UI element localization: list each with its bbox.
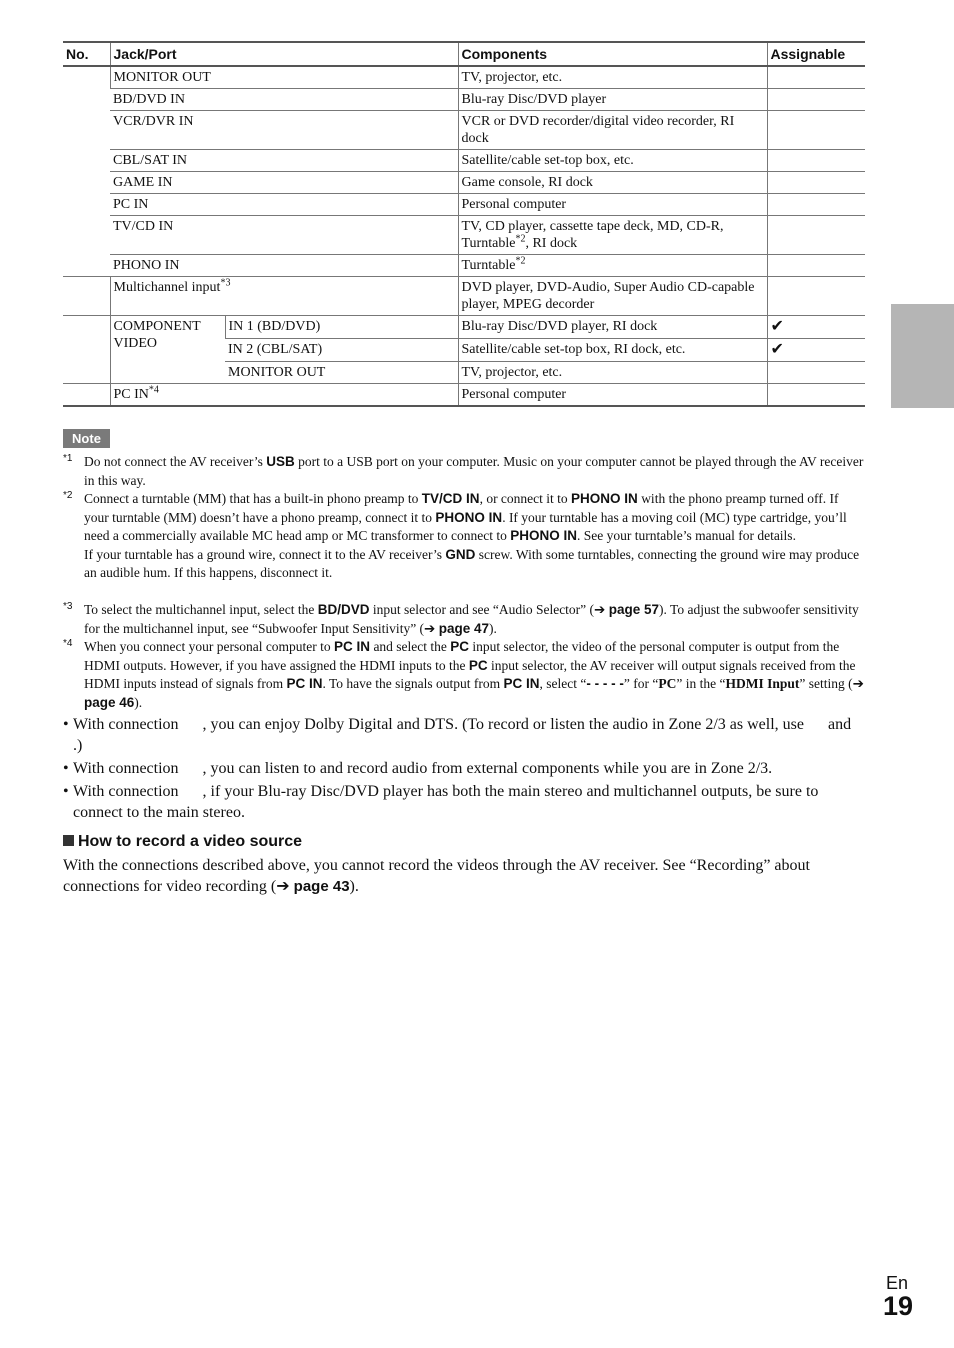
page-number: 19: [883, 1291, 914, 1321]
footnote-keyword: PC IN: [286, 676, 323, 691]
bullet-text: With connection , you can listen to and record audio from external components while you are in Zone 2/3.: [73, 760, 773, 777]
body-text: With the connections described above, you cannot record the videos through the AV receiver. See “Recording” about connections for video recording (➔: [63, 857, 810, 895]
no-cell: [63, 66, 110, 277]
footnote-keyword: USB: [266, 454, 295, 469]
footnote-keyword: PHONO IN: [510, 528, 577, 543]
footnote-2: [63, 490, 865, 583]
assignable-cell: [767, 66, 865, 89]
footnote-4: [63, 638, 865, 712]
footnote-mark: *3: [63, 601, 73, 612]
assignable-cell: [767, 362, 865, 384]
jack-port-table: [63, 41, 865, 407]
footnote-keyword: PHONO IN: [435, 509, 503, 525]
footnote-text: input selector and see “Audio Selector” (➔: [369, 602, 609, 617]
port-cell: CBL/SAT IN: [110, 150, 458, 172]
port-cell: [110, 384, 458, 407]
footnote-text: ” in the “: [676, 676, 726, 691]
bullet-text: With connection , you can enjoy Dolby Digital and DTS. (To record or listen the audio in Zone 2/3 as well, use and .): [73, 716, 876, 754]
component-cell: VCR or DVD recorder/digital video recorder, RI dock: [458, 111, 767, 150]
component-cell: Blu-ray Disc/DVD player, RI dock: [458, 316, 767, 339]
footnote-3: [63, 601, 865, 638]
port-cell: IN 1 (BD/DVD): [225, 316, 458, 339]
col-no: No.: [63, 42, 110, 66]
group-cell: COMPONENT VIDEO: [110, 316, 225, 384]
port-cell: MONITOR OUT: [110, 66, 458, 89]
footnote-text: ).: [489, 620, 497, 636]
footnote-keyword: TV/CD IN: [421, 491, 480, 506]
footnote-keyword: PC IN: [503, 676, 540, 691]
footnote-keyword: PC: [468, 657, 488, 673]
footnote-text: input selector, the video of the personal computer is output from the HDMI outputs. However, if you have assigned the HDMI inputs to the: [84, 639, 840, 673]
no-cell: [63, 384, 110, 407]
table-row: [63, 194, 865, 216]
assignable-cell: [767, 255, 865, 277]
assignable-cell: [767, 384, 865, 407]
component-cell: DVD player, DVD-Audio, Super Audio CD-capable player, MPEG decorder: [458, 277, 767, 316]
port-cell: BD/DVD IN: [110, 89, 458, 111]
section-body: [63, 855, 863, 897]
component-cell: Satellite/cable set-top box, RI dock, etc.: [458, 339, 767, 362]
footnote-1: [63, 453, 865, 490]
page-link[interactable]: page 57: [608, 602, 660, 617]
footnote-text: To select the multichannel input, select the: [84, 602, 318, 617]
component-text: TV, CD player, cassette tape deck, MD, CD-R, Turntable: [461, 219, 724, 251]
footnote-keyword: BD/DVD: [317, 602, 370, 617]
assignable-cell: [767, 316, 865, 339]
footnote-text: . To have the signals output from: [322, 676, 504, 691]
table-header: [63, 42, 865, 66]
footnote-keyword: GND: [445, 546, 476, 562]
page-link[interactable]: page 46: [84, 694, 135, 710]
component-cell: Game console, RI dock: [458, 172, 767, 194]
footnote-mark: *4: [63, 638, 73, 649]
assignable-cell: [767, 150, 865, 172]
footnote-text: screw. With some turntables, connecting the ground wire may produce an audible hum. If this happens, disconnect it.: [84, 546, 860, 580]
note-badge: Note: [63, 429, 110, 448]
footnote-text: When you connect your personal computer to: [84, 639, 335, 654]
component-cell: Satellite/cable set-top box, etc.: [458, 150, 767, 172]
port-text: Multichannel input: [113, 280, 221, 295]
no-cell: [63, 316, 110, 384]
col-assignable: Assignable: [767, 42, 865, 66]
component-text: , RI dock: [525, 236, 578, 251]
footnote-ref: *2: [515, 255, 526, 267]
port-text: PC IN: [113, 387, 149, 402]
footnote-keyword: HDMI Input: [725, 676, 800, 691]
table-row: [63, 316, 865, 339]
table-row: [63, 66, 865, 89]
section-heading: [63, 833, 302, 851]
bullet-text: With connection , if your Blu-ray Disc/DVD player has both the main stereo and multichannel outputs, be sure to connect to the main stereo.: [73, 783, 823, 821]
component-cell: [458, 255, 767, 277]
footnote-keyword: PHONO IN: [571, 491, 638, 506]
checkmark-icon: ✔: [770, 316, 784, 335]
footnote-text: If your turntable has a ground wire, connect it to the AV receiver’s: [84, 546, 446, 562]
table-row: [63, 255, 865, 277]
table-row: [63, 216, 865, 255]
table-row: [63, 111, 865, 150]
square-bullet-icon: [63, 835, 74, 846]
port-cell: PHONO IN: [110, 255, 458, 277]
footnote-mark: *1: [63, 453, 73, 464]
footnote-keyword: PC: [658, 676, 677, 691]
footnote-keyword: PC: [450, 639, 470, 654]
footnote-text: Do not connect the AV receiver’s: [84, 454, 267, 469]
side-tab: [891, 304, 954, 408]
table-row: [63, 172, 865, 194]
table-row: [63, 89, 865, 111]
table-row: [63, 277, 865, 316]
port-cell: [110, 277, 458, 316]
assignable-cell: [767, 172, 865, 194]
language-label: En: [886, 1273, 909, 1293]
footnote-text: , or connect it to: [479, 491, 572, 506]
footnote-text: ). To adjust the subwoofer sensitivity for the multichannel input, see “Subwoofer Input Sensitivity” (➔: [84, 602, 859, 636]
assignable-cell: [767, 111, 865, 150]
footnote-mark: *2: [63, 490, 73, 501]
port-cell: IN 2 (CBL/SAT): [225, 339, 458, 362]
footnote-keyword: - - - - -: [586, 676, 624, 691]
port-cell: MONITOR OUT: [225, 362, 458, 384]
footnote-text: and select the: [370, 639, 451, 654]
body-text: ).: [349, 878, 359, 895]
footnote-text: port to a USB port on your computer. Music on your computer cannot be played through the AV receiver in this way.: [84, 454, 864, 488]
assignable-cell: [767, 89, 865, 111]
component-cell: TV, projector, etc.: [458, 66, 767, 89]
component-text: Turntable: [461, 258, 516, 273]
page-link[interactable]: page 47: [438, 620, 490, 636]
table-row: [63, 150, 865, 172]
table-row: [63, 384, 865, 407]
assignable-cell: [767, 277, 865, 316]
bullet-3: • With connection , if your Blu-ray Disc/DVD player has both the main stereo and multichannel outputs, be sure to connect to the main stereo.: [63, 781, 863, 823]
checkmark-icon: ✔: [770, 339, 784, 358]
footnote-text: with the phono preamp turned off. If your turntable (MM) doesn’t have a phono preamp, connect it to: [84, 491, 839, 525]
footnote-ref: *4: [148, 384, 159, 396]
bullet-1: • With connection , you can enjoy Dolby Digital and DTS. (To record or listen the audio in Zone 2/3 as well, use and .): [63, 716, 876, 754]
col-jack-port: Jack/Port: [110, 42, 458, 66]
port-cell: GAME IN: [110, 172, 458, 194]
heading-text: How to record a video source: [78, 833, 303, 850]
port-cell: VCR/DVR IN: [110, 111, 458, 150]
component-cell: Personal computer: [458, 194, 767, 216]
footnote-text: . If your turntable has a moving coil (MC) type cartridge, you’ll need a commercially available MC head amp or MC transformer to connect to: [84, 509, 847, 543]
col-components: Components: [458, 42, 767, 66]
component-cell: Personal computer: [458, 384, 767, 407]
footnote-ref: *2: [515, 233, 526, 245]
bullet-2: • With connection , you can listen to and record audio from external components while you are in Zone 2/3.: [63, 758, 863, 779]
footnote-text: , select “: [539, 676, 587, 691]
page-link[interactable]: page 43: [293, 878, 350, 895]
footnote-text: . See your turntable’s manual for details.: [577, 528, 796, 543]
assignable-cell: [767, 216, 865, 255]
footnote-text: ).: [134, 694, 143, 710]
component-cell: [458, 216, 767, 255]
assignable-cell: [767, 194, 865, 216]
footnote-text: input selector, the AV receiver will output signals received from the HDMI inputs instead of signals from: [84, 657, 856, 691]
footnote-ref: *3: [220, 277, 231, 289]
no-cell: [63, 277, 110, 316]
component-cell: TV, projector, etc.: [458, 362, 767, 384]
footnote-text: ” setting (➔: [799, 676, 864, 691]
footnote-text: Connect a turntable (MM) that has a built-in phono preamp to: [84, 491, 422, 506]
port-cell: PC IN: [110, 194, 458, 216]
port-cell: TV/CD IN: [110, 216, 458, 255]
assignable-cell: [767, 339, 865, 362]
footnote-keyword: PC IN: [334, 639, 371, 654]
component-cell: Blu-ray Disc/DVD player: [458, 89, 767, 111]
footnote-text: ” for “: [623, 676, 659, 691]
